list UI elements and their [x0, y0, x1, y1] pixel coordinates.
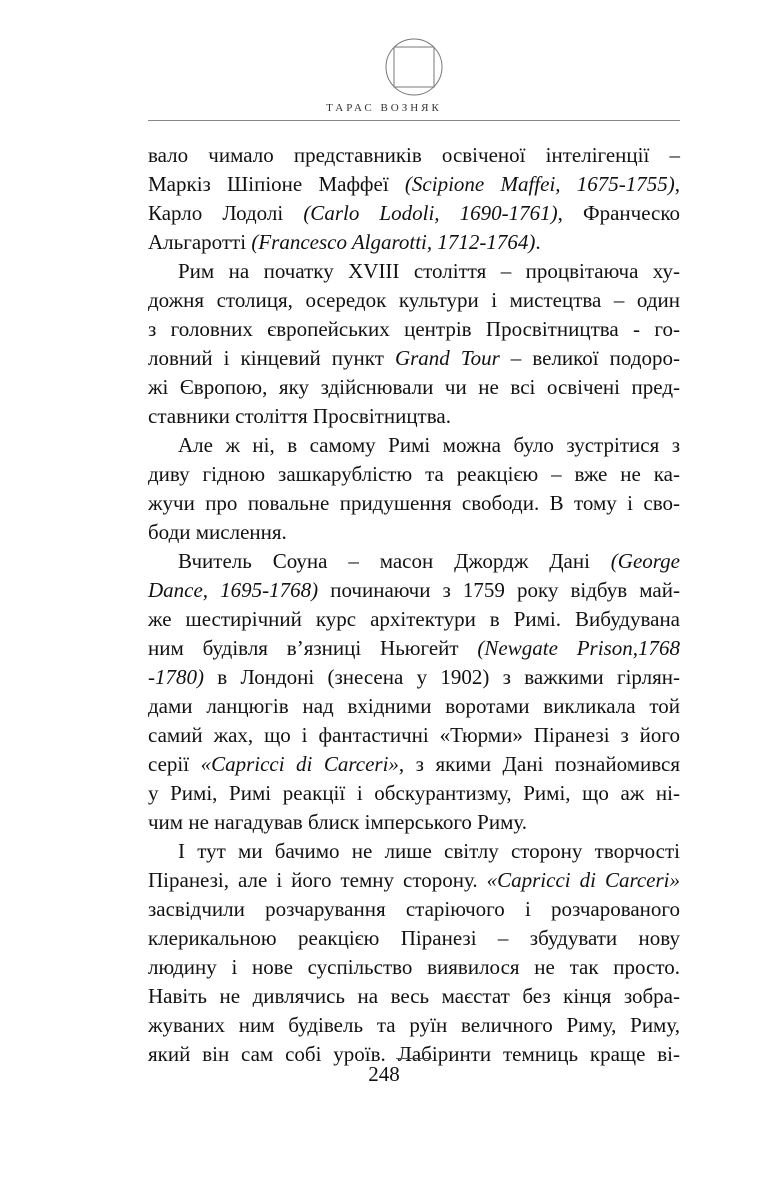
text-line: самий жах, що і фантастичні «Тюрми» Піранезі з його	[148, 723, 680, 747]
text-line: серії «Capricci di Carceri», з якими Дані познайомився	[148, 752, 680, 776]
footer-rule	[396, 1058, 432, 1059]
running-head: ТАРАС ВОЗНЯК	[326, 102, 442, 114]
text-line: І тут ми бачимо не лише світлу сторону творчості	[178, 839, 680, 863]
text-line: диву гідною зашкарублістю та реакцією – вже не ка-	[148, 462, 680, 486]
page-number: 248	[368, 1062, 400, 1086]
text-line: ним будівля в’язниці Ньюгейт (Newgate Prison,1768	[148, 636, 680, 660]
text-line: засвідчили розчарування старіючого і розчарованого	[148, 897, 680, 921]
text-line: Dance, 1695-1768) починаючи з 1759 року відбув май-	[148, 578, 680, 602]
text-line: дами ланцюгів над вхідними воротами викликала той	[148, 694, 680, 718]
text-line: боди мислення.	[148, 520, 287, 544]
text-line: жуваних ним будівель та руїн величного Риму, Риму,	[148, 1013, 680, 1037]
text-line: дожня столиця, осередок культури і мистецтва – один	[148, 288, 680, 312]
text-line: -1780) в Лондоні (знесена у 1902) з важкими гірлян-	[148, 665, 680, 689]
text-line: Карло Лодолі (Carlo Lodoli, 1690-1761), Франческо	[148, 201, 680, 225]
text-line: жі Європою, яку здійснювали чи не всі освічені пред-	[148, 375, 680, 399]
text-line: Але ж ні, в самому Римі можна було зустрітися з	[178, 433, 680, 457]
text-line: чим не нагадував блиск імперського Риму.	[148, 810, 528, 834]
text-line: який він сам собі уроїв. Лабіринти темниць краще ві-	[148, 1042, 680, 1066]
text-line: у Римі, Римі реакції і обскурантизму, Римі, що аж ні-	[148, 781, 680, 805]
text-line: Піранезі, але і його темну сторону. «Capricci di Carceri»	[148, 868, 680, 892]
text-line: Маркіз Шіпіоне Маффеї (Scipione Maffei, 1675-1755),	[148, 172, 680, 196]
text-line: ловний і кінцевий пункт Grand Tour – великої подоро-	[148, 346, 680, 370]
text-line: Альгаротті (Francesco Algarotti, 1712-1764).	[148, 230, 541, 254]
circle-square-emblem-icon	[384, 37, 444, 97]
text-line: Рим на початку XVIII століття – процвітаюча ху-	[178, 259, 680, 283]
body-text	[148, 141, 680, 1069]
text-line: Навіть не дивлячись на весь маєстат без кінця зобра-	[148, 984, 680, 1008]
text-line: клерикальною реакцією Піранезі – збудувати нову	[148, 926, 680, 950]
text-line: людину і нове суспільство виявилося не так просто.	[148, 955, 680, 979]
header-rule	[148, 120, 680, 121]
text-line: жучи про повальне придушення свободи. В тому і сво-	[148, 491, 680, 515]
text-line: ставники століття Просвітництва.	[148, 404, 451, 428]
text-line: вало чимало представників освіченої інтелігенції –	[148, 143, 680, 167]
text-line: же шестирічний курс архітектури в Римі. Вибудувана	[148, 607, 680, 631]
text-line: з головних європейських центрів Просвітництва - го-	[148, 317, 680, 341]
text-line: Вчитель Соуна – масон Джордж Дані (George	[178, 549, 680, 573]
